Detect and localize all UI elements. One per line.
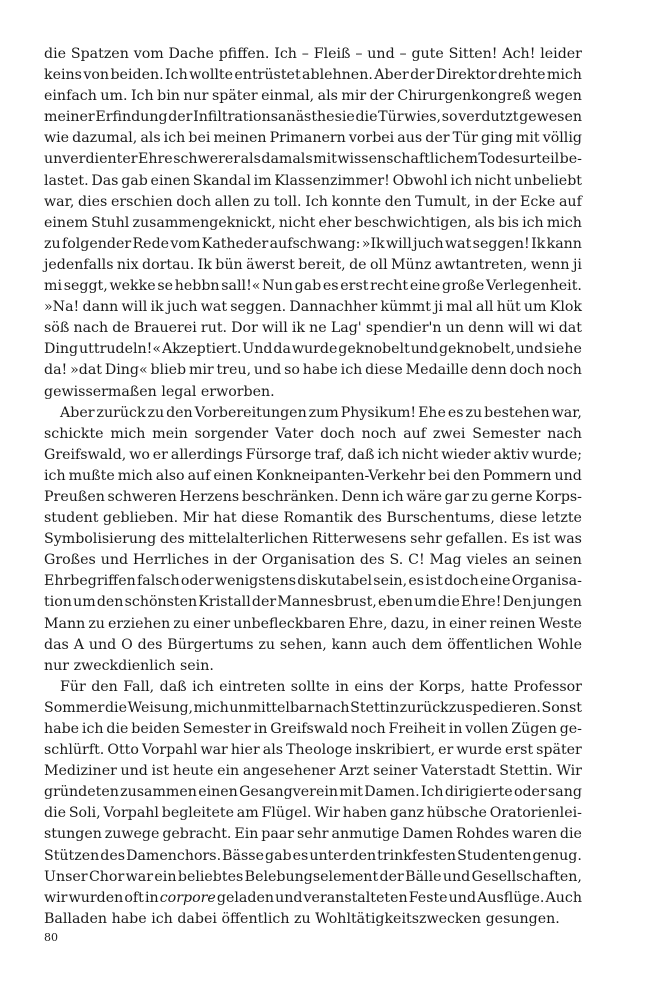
text-line: Preußen schweren Herzens beschränken. Denn ich wäre gar zu gerne Korps- (44, 488, 582, 505)
text-line: gewissermaßen legal erworben. (44, 383, 275, 400)
text-line: zu folgender Rede vom Katheder aufschwang: »Ik will juch wat seggen! Ik kann (44, 235, 582, 252)
text-line: meiner Erfindung der Infiltrationsanästhesie die Tür wies, so verdutzt gewesen (44, 109, 582, 126)
text-line: jedenfalls nix dortau. Ik bün äwerst bereit, de oll Münz awtantreten, wenn ji (44, 256, 582, 273)
text-line: Ding uttrudeln!« Akzeptiert. Und da wurde geknobelt und geknobelt, und siehe (44, 341, 582, 358)
text-line: mi seggt, wekke se hebbn sall!« Nun gab es erst recht eine große Verlegenheit. (44, 278, 582, 295)
text-line: Mediziner und ist heute ein angesehener Arzt seiner Vaterstadt Stettin. Wir (44, 763, 582, 780)
text-line: ich mußte mich also auf einen Konkneipanten-Verkehr bei den Pommern und (44, 467, 582, 484)
text-line: die Soli, Vorpahl begleitete am Flügel. Wir haben ganz hübsche Oratorienlei- (44, 805, 582, 822)
text-line: war, dies erschien doch allen zu toll. Ich konnte den Tumult, in der Ecke auf (44, 193, 582, 210)
text-line: Greifswald, wo er allerdings Fürsorge traf, daß ich nicht wieder aktiv wurde; (44, 446, 582, 463)
text-line: stungen zuwege gebracht. Ein paar sehr anmutige Damen Rohdes waren die (44, 826, 582, 843)
text-line: Aber zurück zu den Vorbereitungen zum Physikum! Ehe es zu bestehen war, (60, 404, 582, 421)
paragraph (44, 403, 582, 677)
text-line: schickte mich mein sorgender Vater doch noch auf zwei Semester nach (44, 425, 582, 442)
text-line: Symbolisierung des mittelalterlichen Ritterwesens sehr gefallen. Es ist was (44, 531, 582, 548)
paragraph (44, 677, 582, 930)
text-line: habe ich die beiden Semester in Greifswald noch Freiheit in vollen Zügen ge- (44, 721, 582, 737)
text-line: student geblieben. Mir hat diese Romantik des Burschentums, diese letzte (44, 510, 582, 527)
text-line: Unser Chor war ein beliebtes Belebungselement der Bälle und Gesellschaften, (44, 868, 582, 885)
text-line: einem Stuhl zusammengeknickt, nicht eher beschwichtigen, als bis ich mich (44, 214, 582, 231)
body-text (44, 44, 582, 930)
text-line: unverdienter Ehre schwerer als damals mit wissenschaftlichem Todesurteil be- (44, 151, 582, 168)
text-line: keins von beiden. Ich wollte entrüstet ablehnen. Aber der Direktor drehte mich (44, 67, 582, 84)
text-line: »Na! dann will ik juch wat seggen. Dannachher kümmt ji mal all hüt um Klok (44, 299, 582, 316)
page-number: 80 (44, 931, 58, 944)
text-line: söß nach de Brauerei rut. Dor will ik ne Lag' spendier'n un denn will wi dat (44, 320, 582, 337)
paragraph (44, 44, 582, 403)
text-line: Für den Fall, daß ich eintreten sollte in eins der Korps, hatte Professor (60, 678, 582, 695)
text-line: wie dazumal, als ich bei meinen Primanern vorbei aus der Tür ging mit völlig (44, 130, 582, 147)
text-line: einfach um. Ich bin nur später einmal, als mir der Chirurgenkongreß wegen (44, 88, 582, 105)
text-line: das A und O des Bürgertums zu sehen, kann auch dem öffentlichen Wohle (44, 636, 582, 653)
text-line: gründeten zusammen einen Gesangverein mit Damen. Ich dirigierte oder sang (44, 784, 582, 801)
text-line: Großes und Herrliches in der Organisation des S. C! Mag vieles an seinen (44, 552, 582, 569)
text-line: da! »dat Ding« blieb mir treu, und so habe ich diese Medaille denn doch noch (44, 362, 582, 379)
text-line: schlürft. Otto Vorpahl war hier als Theologe inskribiert, er wurde erst später (44, 742, 582, 759)
text-line: Mann zu erziehen zu einer unbefleckbaren Ehre, dazu, in einer reinen Weste (44, 615, 582, 632)
text-line: Ehrbegriffen falsch oder wenigstens diskutabel sein, es ist doch eine Organisa- (44, 573, 582, 590)
text-line: die Spatzen vom Dache pfiffen. Ich – Fleiß – und – gute Sitten! Ach! leider (44, 46, 582, 62)
text-line: wir wurden oft in corpore geladen und veranstalteten Feste und Ausflüge. Auch (44, 889, 582, 906)
text-line: tion um den schönsten Kristall der Mannesbrust, eben um die Ehre! Den jungen (44, 594, 582, 611)
text-line: Balladen habe ich dabei öffentlich zu Wohltätigkeitszwecken gesungen. (44, 910, 560, 927)
text-line: lastet. Das gab einen Skandal im Klassenzimmer! Obwohl ich nicht unbeliebt (44, 172, 582, 189)
text-line: nur zweckdienlich sein. (44, 657, 214, 674)
text-line: Stützen des Damenchors. Bässe gab es unter den trinkfesten Studenten genug. (44, 847, 582, 864)
text-line: Sommer die Weisung, mich unmittelbar nach Stettin zurückzuspedieren. Sonst (44, 699, 582, 716)
